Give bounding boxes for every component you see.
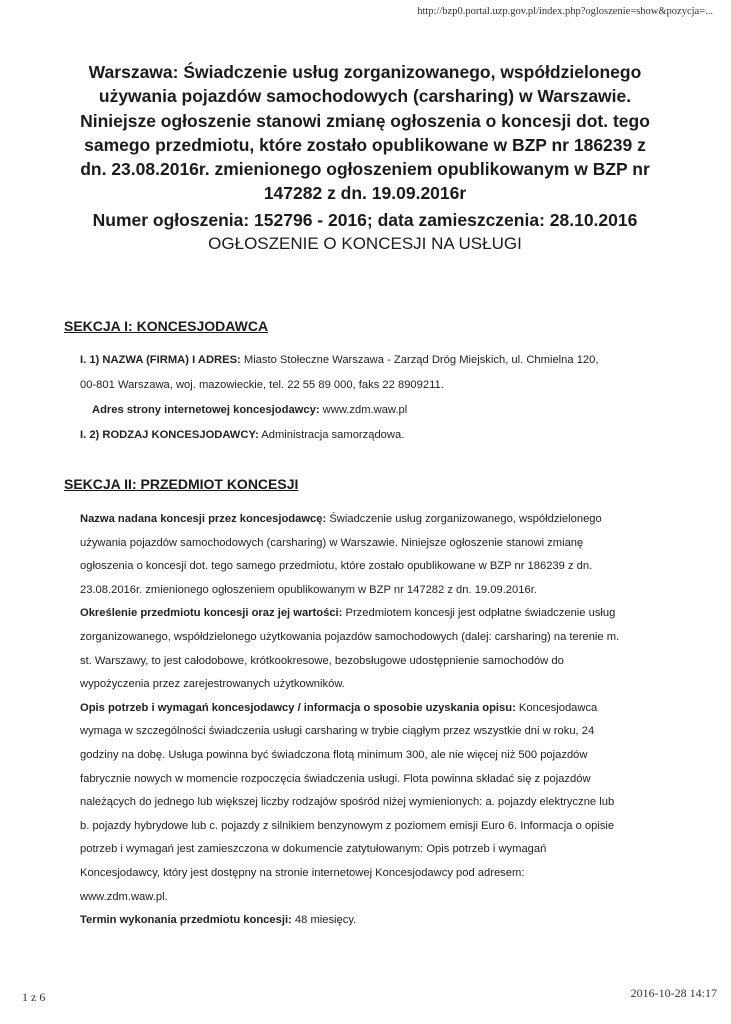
- www-line: [80, 398, 670, 423]
- term-value: 48 miesięcy.: [291, 914, 357, 927]
- scope-line: [80, 602, 672, 626]
- title-line: dn. 23.08.2016r. zmienionego ogłoszeniem opublikowanym w BZP nr: [80, 159, 650, 180]
- term-line: [80, 909, 672, 933]
- www-label: Adres strony internetowej koncesjodawcy:: [92, 404, 320, 416]
- needs-line: [80, 697, 672, 721]
- title-line: Warszawa: Świadczenie usług zorganizowanego, współdzielonego: [88, 62, 642, 82]
- i1-line: [80, 348, 670, 373]
- scope-label: Określenie przedmiotu koncesji oraz jej wartości:: [80, 607, 343, 620]
- needs-line: godziny na dobę. Usługa powinna być świadczona flotą minimum 300, ale nie więcej niż 500 pojazdów: [80, 748, 588, 761]
- name-label: Nazwa nadana koncesji przez koncesjodawcę:: [80, 513, 327, 525]
- scope-text: Przedmiotem koncesji jest odpłatne świadczenie usług: [342, 607, 616, 620]
- needs-line: należących do jednego lub większej liczby rodzajów spośród niżej wymienionych: a. pojazdy elektryczne lub: [80, 796, 615, 809]
- www-value: www.zdm.waw.pl: [319, 404, 408, 416]
- scope-line: st. Warszawy, to jest całodobowe, krótkookresowe, bezobsługowe udostępnienie samochodów do: [80, 654, 564, 667]
- scope-line: wypożyczenia przez zarejestrowanych użytkowników.: [80, 678, 345, 691]
- needs-line: fabrycznie nowych w momencie rozpoczęcia świadczenia usługi. Flota powinna składać się z pojazdów: [80, 772, 591, 785]
- i1-line: 00-801 Warszawa, woj. mazowieckie, tel. 22 55 89 000, faks 22 8909211.: [80, 379, 444, 391]
- needs-line: potrzeb i wymagań jest zamieszczona w dokumencie zatytułowanym: Opis potrzeb i wymagań: [80, 843, 547, 856]
- i2-label: I. 2) RODZAJ KONCESJODAWCY:: [80, 429, 259, 441]
- needs-label: Opis potrzeb i wymagań koncesjodawcy / informacja o sposobie uzyskania opisu:: [80, 701, 516, 714]
- title-line: Niniejsze ogłoszenie stanowi zmianę ogłoszenia o koncesji dot. tego: [80, 110, 650, 131]
- i1-label: I. 1) NAZWA (FIRMA) I ADRES:: [80, 354, 241, 366]
- name-line: [80, 508, 672, 532]
- needs-line: Koncesjodawcy, który jest dostępny na stronie internetowej Koncesjodawcy pod adresem:: [80, 866, 525, 879]
- needs-text: Koncesjodawca: [515, 701, 598, 714]
- scope-line: zorganizowanego, współdzielonego użytkowania pojazdów samochodowych (dalej: carsharing) na terenie m.: [80, 630, 620, 643]
- needs-line: www.zdm.waw.pl.: [80, 890, 168, 903]
- needs-line: b. pojazdy hybrydowe lub c. pojazdy z silnikiem benzynowym z poziomem emisji Euro 6. Informacja o opisie: [80, 819, 615, 832]
- section-1-body: [80, 348, 670, 448]
- name-text: Świadczenie usług zorganizowanego, współdzielonego: [326, 513, 602, 525]
- print-datetime: 2016-10-28 14:17: [630, 986, 717, 1000]
- section-2-body: [80, 508, 672, 933]
- notice-number: Numer ogłoszenia: 152796 - 2016; data zamieszczenia: 28.10.2016: [92, 209, 638, 230]
- title-line: używania pojazdów samochodowych (carsharing) w Warszawie.: [98, 86, 632, 107]
- i2-line: [80, 423, 670, 448]
- term-label: Termin wykonania przedmiotu koncesji:: [80, 914, 292, 927]
- section-2-heading: SEKCJA II: PRZEDMIOT KONCESJI: [64, 476, 299, 492]
- name-line: używania pojazdów samochodowych (carsharing) w Warszawie. Niniejsze ogłoszenie stanowi zmianę: [80, 536, 584, 549]
- name-line: 23.08.2016r. zmienionego ogłoszeniem opublikowanym w BZP nr 147282 z dn. 19.09.2016r.: [80, 583, 537, 596]
- needs-line: wymaga w szczególności świadczenia usługi carsharing w trybie ciągłym przez wszystkie dni w roku, 24: [80, 725, 595, 738]
- name-line: ogłoszenia o koncesji dot. tego samego przedmiotu, które zostało opublikowane w BZP nr 186239 z dn.: [80, 560, 593, 573]
- page-number: 1 z 6: [22, 990, 46, 1004]
- i1-text: Miasto Stołeczne Warszawa - Zarząd Dróg Miejskich, ul. Chmielna 120,: [240, 354, 599, 366]
- notice-title: [70, 60, 660, 256]
- title-line: 147282 z dn. 19.09.2016r: [263, 183, 467, 204]
- section-1-heading: SEKCJA I: KONCESJODAWCA: [64, 318, 269, 334]
- notice-kind: OGŁOSZENIE O KONCESJI NA USŁUGI: [208, 234, 522, 254]
- title-line: samego przedmiotu, które zostało opublikowane w BZP nr 186239 z: [84, 134, 646, 155]
- i2-value: Administracja samorządowa.: [258, 429, 405, 441]
- source-url: http://bzp0.portal.uzp.gov.pl/index.php?ogloszenie=show&pozycja=...: [417, 6, 713, 17]
